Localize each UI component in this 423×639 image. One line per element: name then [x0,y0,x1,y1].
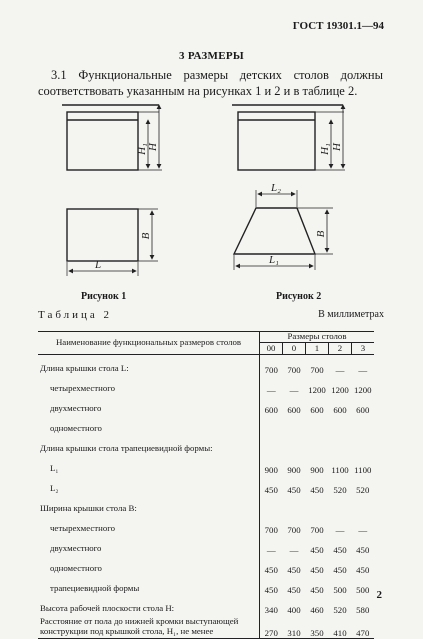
sizes-column-header: Размеры столов [260,332,375,343]
table-cell: 700 [287,364,301,375]
label-l1: L₁ [269,254,279,266]
table-cell [260,435,283,455]
label-h: H [147,143,159,151]
row-label: двухместного [38,395,260,415]
table-row [38,515,374,535]
table-row [38,475,374,495]
table-cell: 520 [356,484,370,495]
row-label: L₁ [38,455,260,475]
row-label: Расстояние от пола до нижней кромки выступающей конструкции под крышкой стола, H₁, не менее [38,615,260,639]
label-h1: H₁ [136,143,148,155]
table-row [38,615,374,639]
table-cell: 450 [356,564,370,575]
standard-number: ГОСТ 19301.1—94 [292,20,384,32]
table-cell: 700 [264,364,278,375]
table-cell [283,415,306,435]
table-cell: 450 [310,584,324,595]
row-label: одноместного [38,415,260,435]
table-cell [283,495,306,515]
table-cell: 1200 [331,384,349,395]
table-row [38,455,374,475]
row-label: Ширина крышки стола B: [38,495,260,515]
table-cell [306,495,329,515]
table-body [38,355,374,639]
table-cell [352,415,375,435]
table-cell [306,435,329,455]
label-h-fig2: H [331,143,343,151]
table-cell: 350 [306,615,329,639]
intro-paragraph: 3.1 Функциональные размеры детских столов должны соответствовать указанным на рисунках 1 и 2 и в таблице 2. [38,68,383,98]
row-label: четырехместного [38,375,260,395]
table-row [38,375,374,395]
table-cell: 500 [356,584,370,595]
table-cell: 410 [329,615,352,639]
row-label: Длина крышки стола трапециевидной формы: [38,435,260,455]
size-column-header: 0 [283,342,306,355]
table-cell: 460 [310,604,324,615]
row-label: Высота рабочей плоскости стола H: [38,595,260,615]
table-cell: 450 [264,564,278,575]
table-cell: — [335,524,345,535]
table-cell: 900 [287,464,301,475]
table-cell: 450 [310,484,324,495]
table-cell: — [335,364,345,375]
table-cell: 600 [333,404,347,415]
figure-1-top-view [67,209,158,276]
row-label: трапециевидной формы [38,575,260,595]
table-cell [329,415,352,435]
table-cell: 450 [287,564,301,575]
table-row [38,575,374,595]
figure-1-side-view [62,105,162,170]
figure-2-caption: Рисунок 2 [276,291,322,302]
table-cell: 1100 [354,464,372,475]
table-row [38,355,374,376]
size-column-header: 2 [329,342,352,355]
table-cell: — [289,384,299,395]
table-cell: 450 [356,544,370,555]
row-label: L₂ [38,475,260,495]
table-cell [352,495,375,515]
table-row [38,495,374,515]
table-cell: 600 [264,404,278,415]
table-cell: 310 [283,615,306,639]
table-cell [260,415,283,435]
table-cell [283,435,306,455]
table-cell: 700 [287,524,301,535]
table-cell: 600 [287,404,301,415]
size-column-header: 00 [260,342,283,355]
table-cell: 270 [260,615,283,639]
table-cell: 1200 [308,384,326,395]
table-cell: 400 [287,604,301,615]
table-cell: — [358,364,368,375]
table-cell: 1100 [331,464,349,475]
table-row [38,555,374,575]
table-cell: 450 [264,584,278,595]
table-cell: 1200 [353,384,372,395]
row-label: двухместного [38,535,260,555]
table-cell [260,495,283,515]
table-cell: 600 [310,404,324,415]
table-row [38,415,374,435]
table-cell: 520 [333,604,347,615]
table-cell: 470 [352,615,375,639]
table-cell: 450 [333,544,347,555]
row-label: Длина крышки стола L: [38,355,260,376]
table-cell: 700 [310,524,324,535]
figure-2-side-view [232,105,345,170]
label-b-fig2: B [315,230,327,238]
table-cell: — [266,384,276,395]
figure-1-caption: Рисунок 1 [81,291,127,302]
table-cell: 340 [264,604,278,615]
table-row [38,435,374,455]
label-h1-fig2: H₁ [319,143,331,155]
size-column-header: 3 [352,342,375,355]
table-row [38,395,374,415]
table-cell: 450 [287,484,301,495]
table-cell: 500 [333,584,347,595]
row-label: четырехместного [38,515,260,535]
dimensions-table [38,331,374,639]
label-b: B [140,232,152,240]
table-cell [329,435,352,455]
table-cell: 900 [264,464,278,475]
row-label: одноместного [38,555,260,575]
table-cell: 450 [310,544,324,555]
table-cell: 450 [264,484,278,495]
table-cell: 900 [310,464,324,475]
table-cell: 520 [333,484,347,495]
table-cell [306,415,329,435]
table-cell: — [266,544,276,555]
section-title: 3 РАЗМЕРЫ [179,50,244,62]
table-cell [352,435,375,455]
table-cell: 600 [356,404,370,415]
table-cell: 450 [333,564,347,575]
table-cell: 700 [264,524,278,535]
page-number: 2 [376,589,382,601]
size-column-header: 1 [306,342,329,355]
table-units: В миллиметрах [318,309,384,320]
table-cell: 450 [310,564,324,575]
table-cell: 700 [310,364,324,375]
name-column-header: Наименование функциональных размеров столов [38,332,260,355]
table-cell: 450 [287,584,301,595]
table-row [38,535,374,555]
table-caption: Таблица 2 [38,309,113,321]
table-cell: — [358,524,368,535]
figures-drawing [0,0,423,310]
figure-2-trapezoid-top-view [234,190,333,270]
table-cell [329,495,352,515]
label-l2: L₂ [271,182,281,194]
table-cell: 580 [356,604,370,615]
table-cell: — [289,544,299,555]
table-row [38,595,374,615]
label-l: L [94,259,102,271]
